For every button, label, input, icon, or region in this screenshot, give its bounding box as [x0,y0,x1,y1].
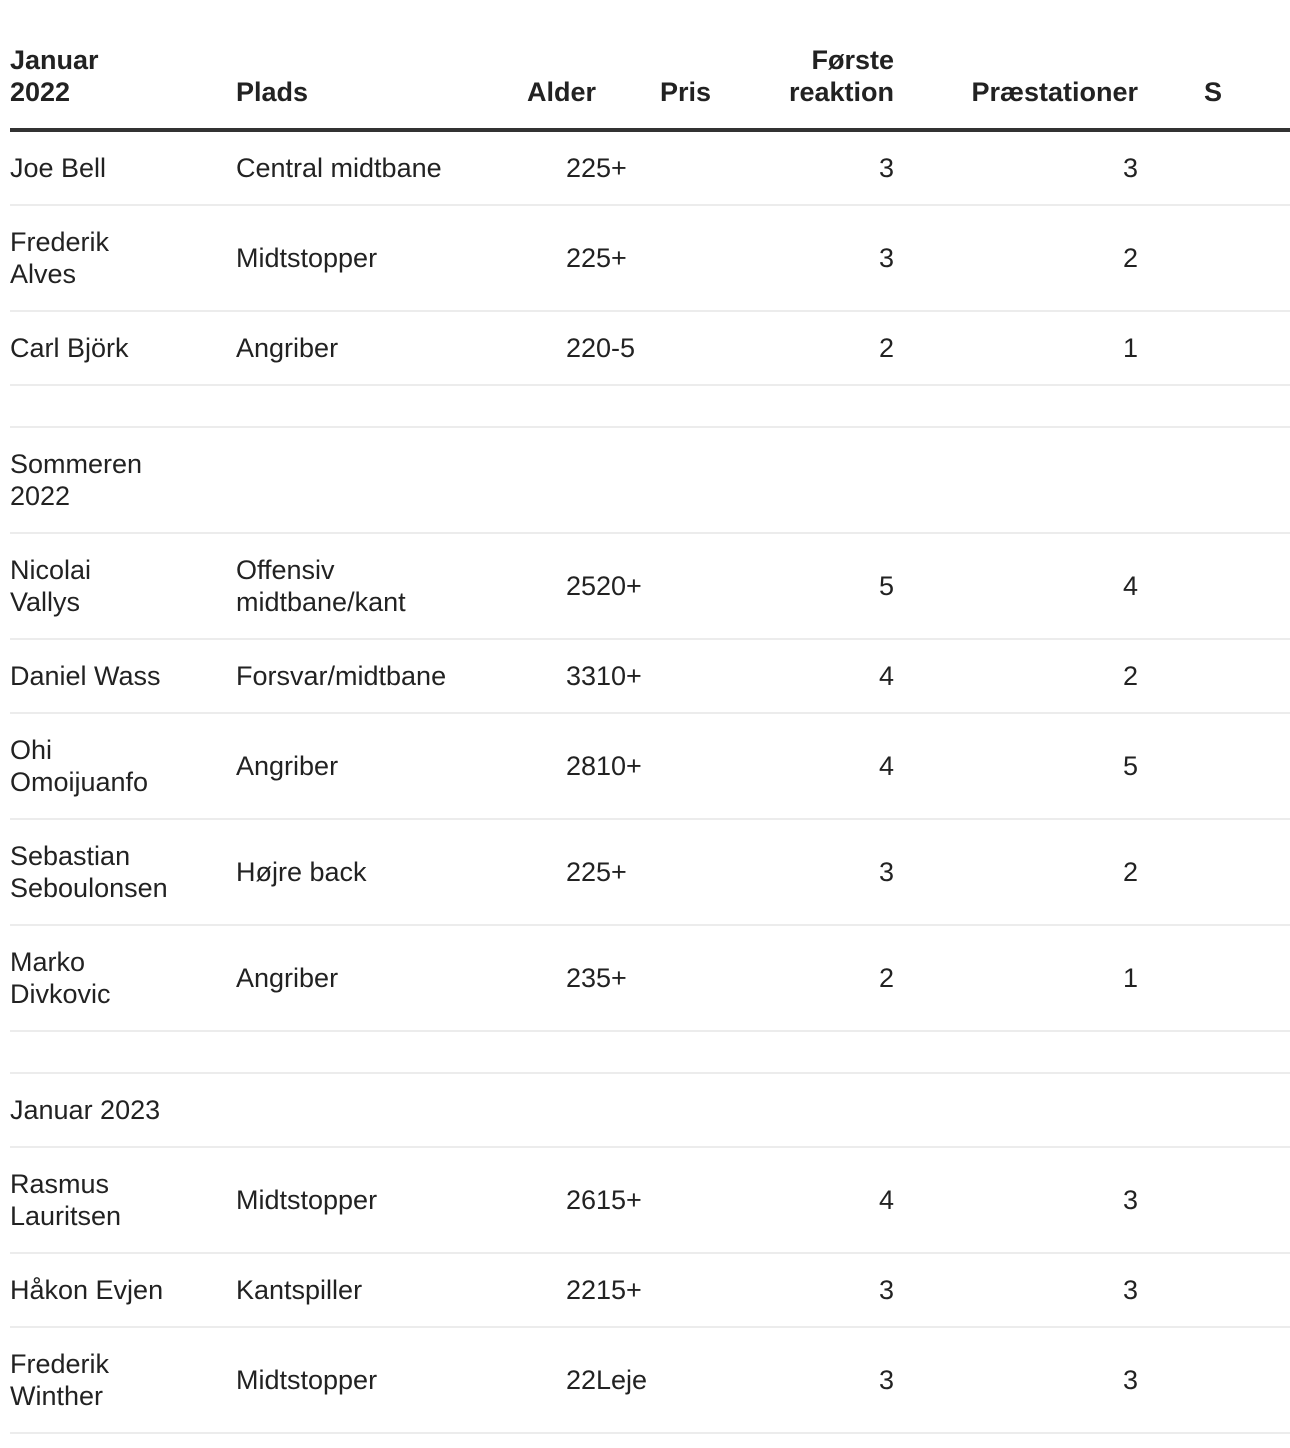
player-price: 5+ [596,819,714,925]
player-extra [1138,713,1290,819]
player-extra [1138,925,1290,1031]
header-age[interactable]: Alder [480,0,596,130]
player-extra [1138,205,1290,311]
header-price[interactable]: Pris [596,0,714,130]
player-first-reaction: 3 [714,130,894,205]
player-price: 5+ [596,130,714,205]
player-price: Leje [596,1327,714,1433]
player-age: 22 [480,130,596,205]
player-name: Marko Divkovic [10,925,236,1031]
player-extra [1138,130,1290,205]
player-performances: 1 [894,925,1138,1031]
player-age: 25 [480,533,596,639]
player-first-reaction: 5 [714,533,894,639]
player-position: Højre back [236,819,480,925]
player-position: Kantspiller [236,1253,480,1327]
header-performances[interactable]: Præstationer [894,0,1138,130]
player-position: Angriber [236,311,480,385]
player-first-reaction: 2 [714,311,894,385]
section-label: Januar 2023 [10,1073,1290,1147]
player-performances: 2 [894,205,1138,311]
player-price: 10+ [596,639,714,713]
player-extra [1138,639,1290,713]
player-extra [1138,1147,1290,1253]
player-extra [1138,1253,1290,1327]
player-first-reaction: 3 [714,1253,894,1327]
table-row [10,713,1290,819]
player-performances: 2 [894,819,1138,925]
player-position: Midtstopper [236,1327,480,1433]
header-period[interactable]: Januar 2022 [10,0,236,130]
player-price: 0-5 [596,311,714,385]
spacer-row [10,385,1290,427]
table-row [10,925,1290,1031]
table-header-row [10,0,1290,130]
player-price: 10+ [596,713,714,819]
player-age: 33 [480,639,596,713]
player-performances: 3 [894,1253,1138,1327]
player-position: Midtstopper [236,1147,480,1253]
player-name: Håkon Evjen [10,1253,236,1327]
player-performances: 4 [894,533,1138,639]
table-row [10,533,1290,639]
section-row [10,1073,1290,1147]
player-name: Ohi Omoijuanfo [10,713,236,819]
player-age: 22 [480,1327,596,1433]
transfer-table-container [10,0,1223,1434]
player-first-reaction: 4 [714,639,894,713]
player-first-reaction: 3 [714,1327,894,1433]
table-row [10,1147,1290,1253]
player-position: Forsvar/midtbane [236,639,480,713]
player-performances: 3 [894,1327,1138,1433]
player-performances: 5 [894,713,1138,819]
player-extra [1138,819,1290,925]
player-first-reaction: 3 [714,819,894,925]
player-age: 28 [480,713,596,819]
player-first-reaction: 3 [714,205,894,311]
player-performances: 1 [894,311,1138,385]
table-row [10,819,1290,925]
table-row [10,311,1290,385]
table-row [10,205,1290,311]
player-age: 22 [480,1253,596,1327]
player-name: Daniel Wass [10,639,236,713]
player-performances: 3 [894,1147,1138,1253]
header-first-reaction[interactable]: Første reaktion [714,0,894,130]
player-position: Offensiv midtbane/kant [236,533,480,639]
player-age: 22 [480,205,596,311]
player-age: 22 [480,311,596,385]
player-name: Rasmus Lauritsen [10,1147,236,1253]
player-extra [1138,1327,1290,1433]
player-position: Central midtbane [236,130,480,205]
player-position: Midtstopper [236,205,480,311]
player-extra [1138,533,1290,639]
section-label: Sommeren 2022 [10,427,1290,533]
table-row [10,639,1290,713]
section-row [10,427,1290,533]
header-extra[interactable]: S [1138,0,1290,130]
header-position[interactable]: Plads [236,0,480,130]
player-performances: 3 [894,130,1138,205]
player-first-reaction: 4 [714,713,894,819]
player-extra [1138,311,1290,385]
player-name: Joe Bell [10,130,236,205]
player-age: 23 [480,925,596,1031]
table-row [10,1327,1290,1433]
player-position: Angriber [236,925,480,1031]
player-name: Nicolai Vallys [10,533,236,639]
player-name: Frederik Alves [10,205,236,311]
player-name: Sebastian Seboulonsen [10,819,236,925]
player-price: 5+ [596,205,714,311]
player-name: Frederik Winther [10,1327,236,1433]
player-price: 15+ [596,1147,714,1253]
player-first-reaction: 2 [714,925,894,1031]
player-first-reaction: 4 [714,1147,894,1253]
spacer-row [10,1031,1290,1073]
player-price: 20+ [596,533,714,639]
player-age: 26 [480,1147,596,1253]
table-row [10,1253,1290,1327]
table-row [10,130,1290,205]
player-price: 15+ [596,1253,714,1327]
player-price: 5+ [596,925,714,1031]
transfer-table [10,0,1290,1434]
player-position: Angriber [236,713,480,819]
player-age: 22 [480,819,596,925]
player-name: Carl Björk [10,311,236,385]
player-performances: 2 [894,639,1138,713]
